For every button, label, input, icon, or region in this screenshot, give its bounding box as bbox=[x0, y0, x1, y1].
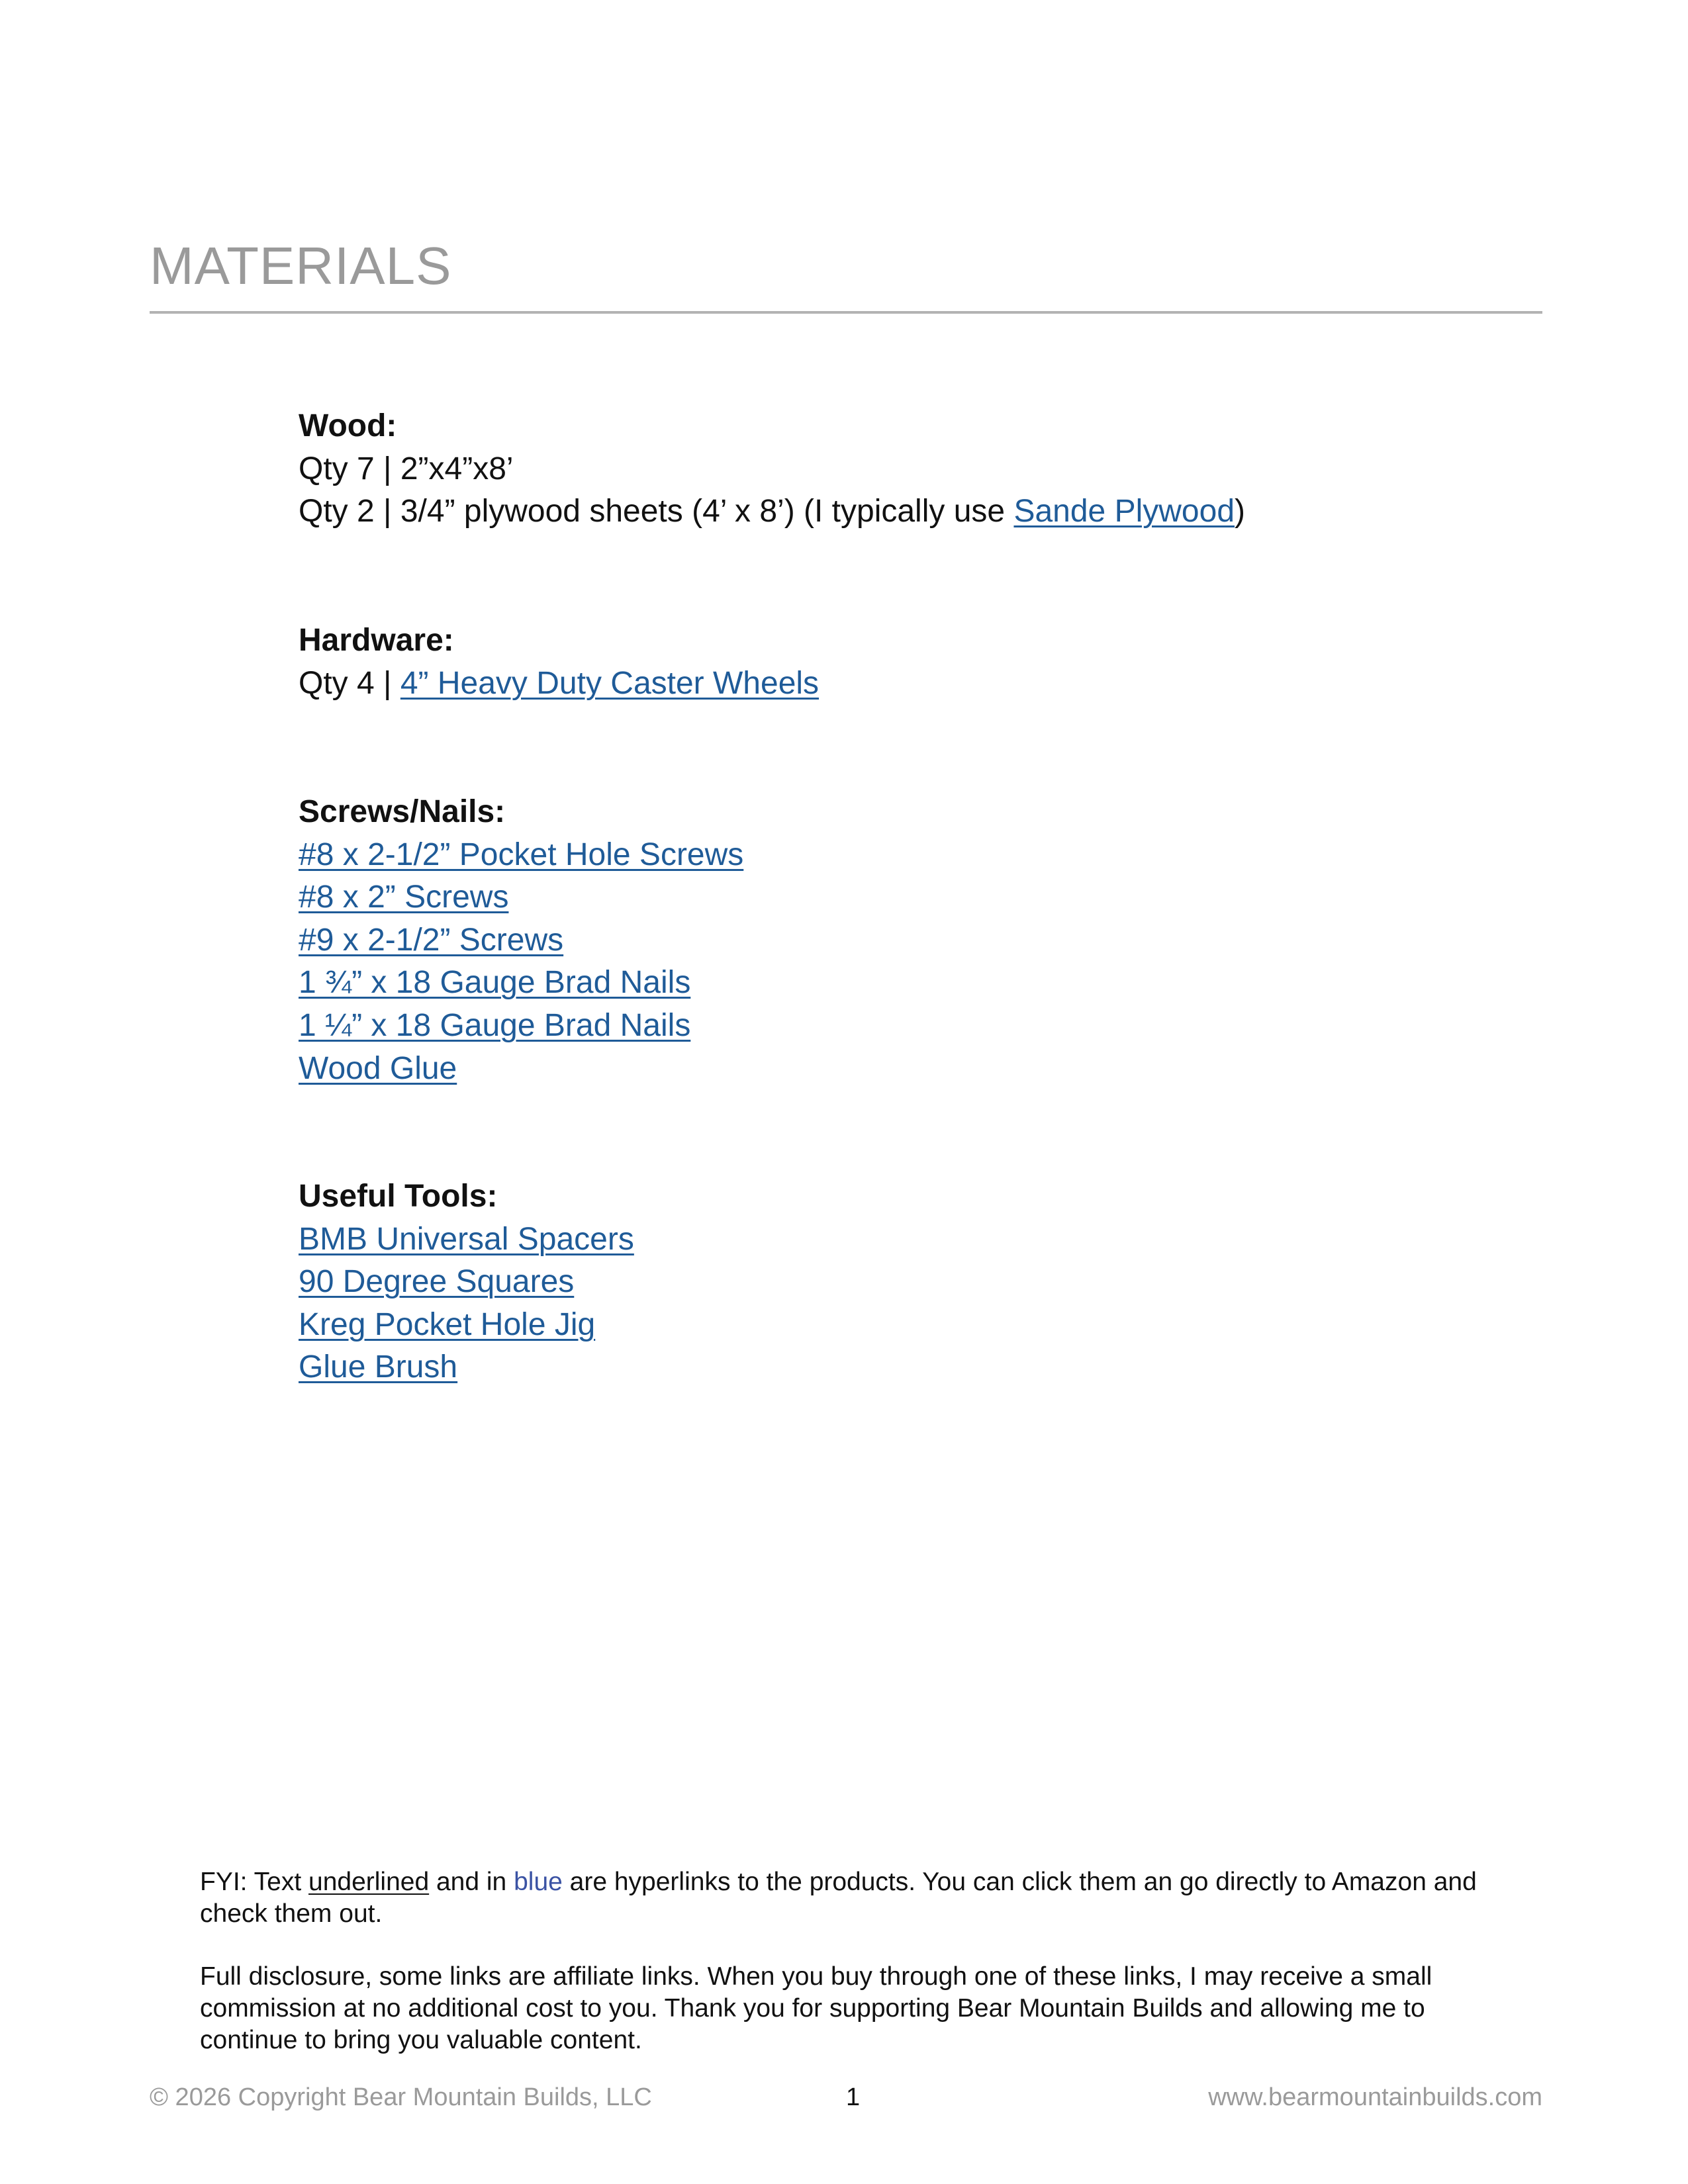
page-title: MATERIALS bbox=[150, 236, 452, 295]
screws-2-5in-link[interactable]: #9 x 2-1/2” Screws bbox=[299, 922, 564, 958]
footer-copyright: © 2026 Copyright Bear Mountain Builds, LLC bbox=[150, 2083, 652, 2111]
screws-section bbox=[299, 791, 1490, 1090]
wood-glue-link[interactable]: Wood Glue bbox=[299, 1050, 457, 1086]
brad-nails-1-25-link[interactable]: 1 ¼” x 18 Gauge Brad Nails bbox=[299, 1007, 691, 1043]
fyi-note bbox=[200, 1866, 1511, 1930]
plywood-text: Qty 2 | 3/4” plywood sheets (4’ x 8’) (I typically use bbox=[299, 494, 1014, 529]
brad-nails-1-75-link[interactable]: 1 ¾” x 18 Gauge Brad Nails bbox=[299, 965, 691, 1001]
kreg-jig-link[interactable]: Kreg Pocket Hole Jig bbox=[299, 1306, 596, 1342]
fyi-suffix: are hyperlinks to the products. You can click them an go directly to Amazon and check them out. bbox=[200, 1868, 1477, 1928]
fyi-prefix: FYI: Text bbox=[200, 1868, 308, 1896]
tools-heading: Useful Tools: bbox=[299, 1179, 498, 1214]
screws-2in-link[interactable]: #8 x 2” Screws bbox=[299, 880, 509, 915]
fyi-blue-word: blue bbox=[514, 1868, 563, 1896]
hardware-item-casters bbox=[299, 662, 1490, 705]
hardware-section bbox=[299, 619, 1490, 705]
title-divider bbox=[150, 311, 1542, 314]
sande-plywood-link[interactable]: Sande Plywood bbox=[1013, 494, 1235, 529]
wood-section bbox=[299, 405, 1490, 533]
fyi-underlined-word: underlined bbox=[308, 1868, 430, 1896]
casters-qty: Qty 4 | bbox=[299, 665, 400, 701]
wood-item-plywood bbox=[299, 490, 1490, 533]
bmb-spacers-link[interactable]: BMB Universal Spacers bbox=[299, 1221, 634, 1257]
wood-heading: Wood: bbox=[299, 408, 397, 443]
glue-brush-link[interactable]: Glue Brush bbox=[299, 1349, 458, 1385]
hardware-heading: Hardware: bbox=[299, 623, 454, 658]
fyi-middle: and in bbox=[429, 1868, 514, 1896]
plywood-text-end: ) bbox=[1235, 494, 1245, 529]
footer-website: www.bearmountainbuilds.com bbox=[1208, 2083, 1542, 2111]
page-number: 1 bbox=[846, 2083, 861, 2111]
caster-wheels-link[interactable]: 4” Heavy Duty Caster Wheels bbox=[400, 665, 820, 701]
pocket-hole-screws-link[interactable]: #8 x 2-1/2” Pocket Hole Screws bbox=[299, 837, 744, 872]
degree-squares-link[interactable]: 90 Degree Squares bbox=[299, 1264, 575, 1300]
affiliate-disclosure: Full disclosure, some links are affiliate links. When you buy through one of these links, I may receive a small commission at no additional cost to you. Thank you for supporting Bear Mountain Builds and allowing me to continue to bring you valuable content. bbox=[200, 1962, 1432, 2054]
tools-section bbox=[299, 1175, 1490, 1389]
wood-item-2x4: Qty 7 | 2”x4”x8’ bbox=[299, 451, 514, 486]
screws-heading: Screws/Nails: bbox=[299, 794, 506, 829]
